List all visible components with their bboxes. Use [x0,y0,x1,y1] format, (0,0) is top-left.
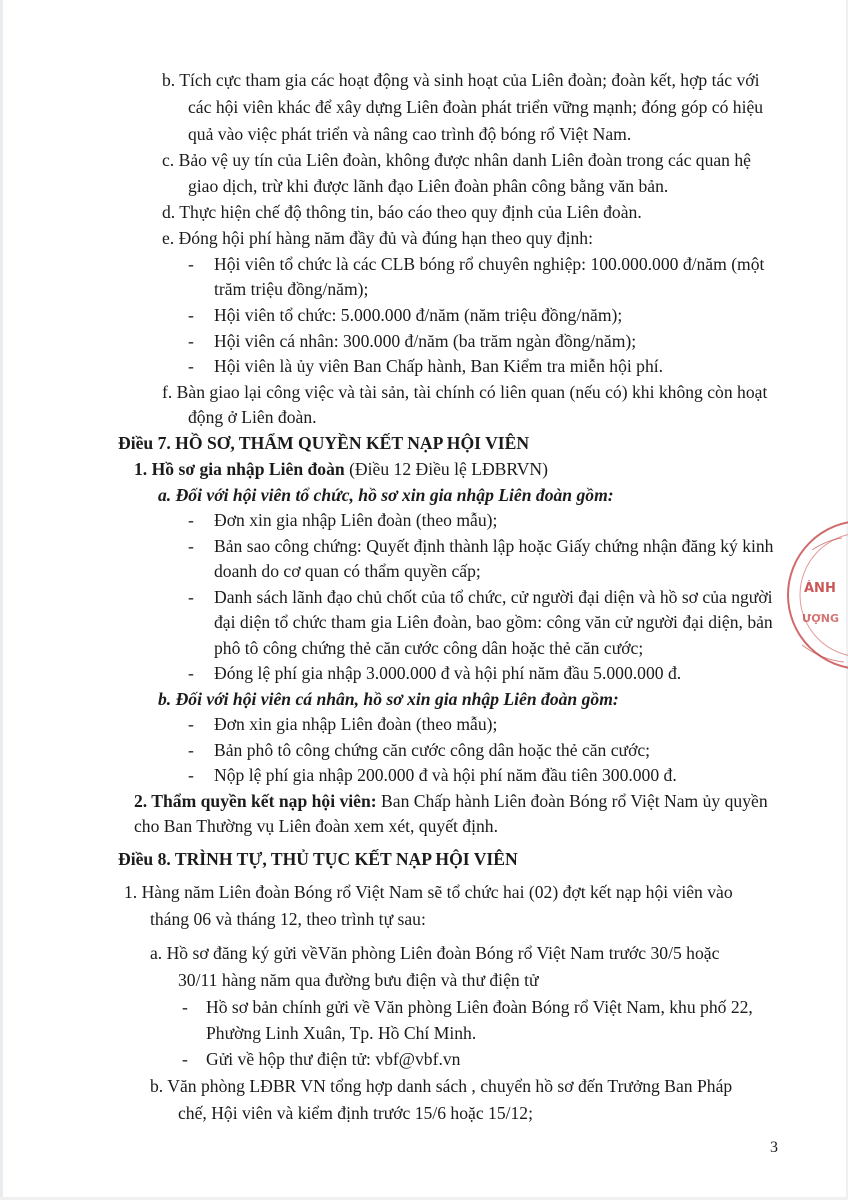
art8-a-item-1-line-1: Hồ sơ bản chính gửi về Văn phòng Liên đoàn Bóng rổ Việt Nam, khu phố 22, [206,997,753,1017]
art8-a-item-2: Gửi về hộp thư điện tử: vbf@vbf.vn [206,1049,461,1069]
scan-left-edge [0,0,3,1200]
fee-item-3: Hội viên cá nhân: 300.000 đ/năm (ba trăm ngàn đồng/năm); [214,331,637,351]
art7-section-2-text: Ban Chấp hành Liên đoàn Bóng rổ Việt Nam ủy quyền [376,791,768,811]
bullet-dash: - [188,740,194,760]
fee-item-4: Hội viên là ủy viên Ban Chấp hành, Ban Kiểm tra miễn hội phí. [214,356,664,376]
art8-b-line-1: b. Văn phòng LĐBR VN tổng hợp danh sách , chuyển hồ sơ đến Trưởng Ban Pháp [150,1076,733,1096]
art7-section-1-ref: (Điều 12 Điều lệ LĐBRVN) [344,459,548,479]
art7-section-1-title: 1. Hồ sơ gia nhập Liên đoàn [134,459,345,479]
item-e-line-1: e. Đóng hội phí hàng năm đầy đủ và đúng hạn theo quy định: [162,228,593,248]
art7-a-item-2-line-2: doanh do cơ quan có thẩm quyền cấp; [214,561,481,581]
bullet-dash: - [188,356,194,376]
stamp-text-2: ƯỢNG [802,612,840,625]
art7-a-item-3-line-1: Danh sách lãnh đạo chủ chốt của tổ chức, cử người đại diện và hồ sơ của người [214,587,773,607]
art7-section-2-title: 2. Thẩm quyền kết nạp hội viên: [134,791,377,811]
item-f-line-2: động ở Liên đoàn. [188,407,317,427]
bullet-dash: - [182,1049,188,1069]
item-b-line-3: quả vào việc phát triển và nâng cao trình độ bóng rổ Việt Nam. [188,124,632,144]
art7-section-2-line-1 [134,793,768,811]
bullet-dash: - [188,765,194,785]
bullet-dash: - [188,331,194,351]
bullet-dash: - [188,714,194,734]
art7-a-item-3-line-2: đại diện tổ chức tham gia Liên đoàn, bao gồm: công văn cử người đại diện, bản [214,612,773,632]
item-f-line-1: f. Bàn giao lại công việc và tài sản, tài chính có liên quan (nếu có) khi không còn hoạt [162,382,768,402]
art8-a-line-2: 30/11 hàng năm qua đường bưu điện và thư điện tử [178,970,539,990]
fee-item-1-line-1: Hội viên tổ chức là các CLB bóng rổ chuyên nghiệp: 100.000.000 đ/năm (một [214,254,765,274]
art8-b-line-2: chế, Hội viên và kiểm định trước 15/6 hoặc 15/12; [178,1103,533,1123]
art7-b-item-2: Bản phô tô công chứng căn cước công dân hoặc thẻ căn cước; [214,740,651,760]
bullet-dash: - [188,663,194,683]
art7-section-2-line-2: cho Ban Thường vụ Liên đoàn xem xét, quyết định. [134,816,498,836]
art7-a-item-1: Đơn xin gia nhập Liên đoàn (theo mẫu); [214,510,498,530]
art8-point-1-line-2: tháng 06 và tháng 12, theo trình tự sau: [150,909,426,929]
bullet-dash: - [188,587,194,607]
article-7-heading: Điều 7. HỒ SƠ, THẨM QUYỀN KẾT NẠP HỘI VIÊN [118,433,530,453]
art7-a-item-2-line-1: Bản sao công chứng: Quyết định thành lập hoặc Giấy chứng nhận đăng ký kinh [214,536,774,556]
page-number: 3 [770,1139,778,1156]
art8-point-1-line-1: 1. Hàng năm Liên đoàn Bóng rổ Việt Nam sẽ tổ chức hai (02) đợt kết nạp hội viên vào [124,882,733,902]
bullet-dash: - [188,254,194,274]
art7-a-item-3-line-3: phô tô công chứng thẻ căn cước công dân hoặc thẻ căn cước; [214,638,644,658]
official-seal-stamp [782,510,848,680]
item-d-line-1: d. Thực hiện chế độ thông tin, báo cáo theo quy định của Liên đoàn. [162,202,642,222]
bullet-dash: - [188,510,194,530]
item-c-line-2: giao dịch, trừ khi được lãnh đạo Liên đoàn phân công bằng văn bản. [188,176,669,196]
art7-subheading-b: b. Đối với hội viên cá nhân, hồ sơ xin gia nhập Liên đoàn gồm: [158,689,619,709]
art7-b-item-3: Nộp lệ phí gia nhập 200.000 đ và hội phí năm đầu tiên 300.000 đ. [214,765,677,785]
art7-section-1 [134,461,548,479]
art7-b-item-1: Đơn xin gia nhập Liên đoàn (theo mẫu); [214,714,498,734]
art8-a-item-1-line-2: Phường Linh Xuân, Tp. Hồ Chí Minh. [206,1023,477,1043]
art7-a-item-4: Đóng lệ phí gia nhập 3.000.000 đ và hội phí năm đầu 5.000.000 đ. [214,663,682,683]
item-b-line-1: b. Tích cực tham gia các hoạt động và sinh hoạt của Liên đoàn; đoàn kết, hợp tác với [162,70,760,90]
fee-item-2: Hội viên tổ chức: 5.000.000 đ/năm (năm triệu đồng/năm); [214,305,623,325]
art8-a-line-1: a. Hồ sơ đăng ký gửi vềVăn phòng Liên đoàn Bóng rổ Việt Nam trước 30/5 hoặc [150,943,720,963]
art7-subheading-a: a. Đối với hội viên tổ chức, hồ sơ xin gia nhập Liên đoàn gồm: [158,485,614,505]
fee-item-1-line-2: trăm triệu đồng/năm); [214,279,369,299]
stamp-text-1: ÁNH [804,581,836,596]
item-c-line-1: c. Bảo vệ uy tín của Liên đoàn, không được nhân danh Liên đoàn trong các quan hệ [162,150,751,170]
article-8-heading: Điều 8. TRÌNH TỰ, THỦ TỤC KẾT NẠP HỘI VIÊN [118,849,518,869]
item-b-line-2: các hội viên khác để xây dựng Liên đoàn phát triển vững mạnh; đóng góp có hiệu [188,97,764,117]
bullet-dash: - [188,305,194,325]
bullet-dash: - [188,536,194,556]
bullet-dash: - [182,997,188,1017]
